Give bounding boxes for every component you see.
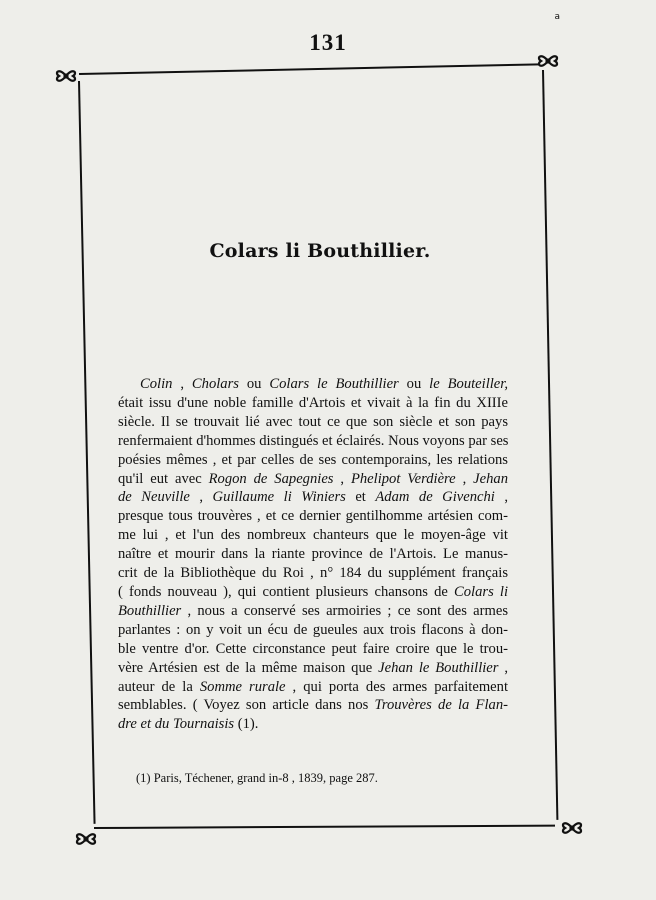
text-run: vère Artésien est de la même maison que [118, 659, 379, 676]
text-run: me lui , et l'un des nombreux chanteurs que le moyen-âge vit [118, 527, 508, 544]
text-line [118, 583, 508, 602]
text-run: , [494, 489, 508, 506]
body-paragraph [118, 375, 508, 734]
frame-right-rule [542, 70, 558, 820]
italic-text: Colars le Bouthillier [269, 376, 399, 392]
text-run: ( fonds nouveau ), qui contient plusieurs chansons de [118, 583, 455, 600]
text-line [118, 488, 508, 507]
text-line [118, 432, 508, 451]
frame-left-rule [78, 81, 96, 824]
italic-text: Cholars [191, 376, 239, 392]
frame-bottom-rule [94, 825, 555, 829]
text-run: , [455, 470, 474, 487]
fleuron-icon [559, 815, 585, 841]
text-run: ou [398, 376, 430, 392]
text-run: , nous a conservé ses armoiries ; ce sont des armes [181, 602, 508, 619]
text-line [118, 451, 508, 470]
text-line [118, 696, 508, 715]
text-line [118, 545, 508, 564]
text-line [118, 470, 508, 489]
italic-text: Phelipot Verdière [350, 470, 456, 487]
text-line [118, 678, 508, 697]
text-line [118, 640, 508, 659]
italic-text: Colars li [454, 583, 509, 600]
text-line [118, 507, 508, 526]
text-line [118, 715, 508, 734]
text-run: presque tous trouvères , et ce dernier gentilhomme artésien com- [118, 508, 508, 525]
text-run: semblables. ( Voyez son article dans nos [118, 697, 375, 714]
text-run: , qui porta des armes parfaitement [285, 678, 509, 695]
text-run: , [189, 489, 213, 506]
text-run: crit de la Bibliothèque du Roi , n° 184 du supplément français [118, 565, 508, 582]
fleuron-icon [73, 826, 99, 852]
text-line [118, 526, 508, 545]
text-run: , [172, 376, 192, 392]
italic-text: Trouvères de la Flan- [374, 697, 508, 714]
corner-mark: a [554, 12, 560, 22]
text-run: était issu d'une noble famille d'Artois et vivait à la fin du XIIIe [118, 394, 508, 411]
text-line [118, 564, 508, 583]
text-run: ble ventre d'or. Cette circonstance peut faire croire que le trou- [118, 640, 508, 657]
text-line [118, 602, 508, 621]
text-run: naître et mourir dans la riante province de l'Artois. Le manus- [118, 546, 508, 563]
text-run: siècle. Il se trouvait lié avec tout ce que son siècle et son pays [118, 413, 508, 430]
chapter-title: Colars li Bouthillier. [209, 240, 431, 262]
italic-text: dre et du Tournaisis [118, 716, 235, 733]
text-line [118, 413, 508, 432]
italic-text: Bouthillier [118, 602, 182, 619]
text-line [118, 621, 508, 640]
text-run: poésies mêmes , et par celles de ses contemporains, les relations [118, 451, 508, 468]
italic-text: Colin [140, 376, 173, 392]
text-line [118, 375, 508, 394]
italic-text: Somme rurale [199, 678, 286, 695]
text-line [118, 394, 508, 413]
italic-text: Rogon de Sapegnies [208, 470, 334, 487]
text-run: ou [238, 376, 270, 392]
fleuron-icon [535, 48, 561, 74]
frame-top-rule [79, 63, 540, 75]
text-run: auteur de la [118, 678, 200, 695]
text-run: (1). [234, 716, 259, 733]
italic-text: Jehan [473, 470, 508, 487]
footnote: (1) Paris, Téchener, grand in-8 , 1839, page 287. [136, 771, 378, 785]
text-run: renfermaient d'hommes distingués et éclairés. Nous voyons par ses [118, 432, 509, 449]
fleuron-icon [53, 63, 79, 89]
text-run: , [498, 659, 508, 676]
text-run: et [345, 489, 376, 506]
text-run: , [333, 470, 351, 487]
italic-text: le Bouteiller, [429, 376, 508, 392]
italic-text: de Neuville [118, 489, 190, 506]
italic-text: Adam de Givenchi [375, 489, 495, 506]
italic-text: Jehan le Bouthillier [378, 659, 499, 676]
text-line [118, 659, 508, 678]
italic-text: Guillaume li Winiers [212, 489, 346, 506]
page-number: 131 [309, 30, 347, 55]
text-run: qu'il eut avec [118, 470, 209, 487]
text-run: parlantes : on y voit un écu de gueules aux trois flacons à don- [118, 621, 508, 638]
